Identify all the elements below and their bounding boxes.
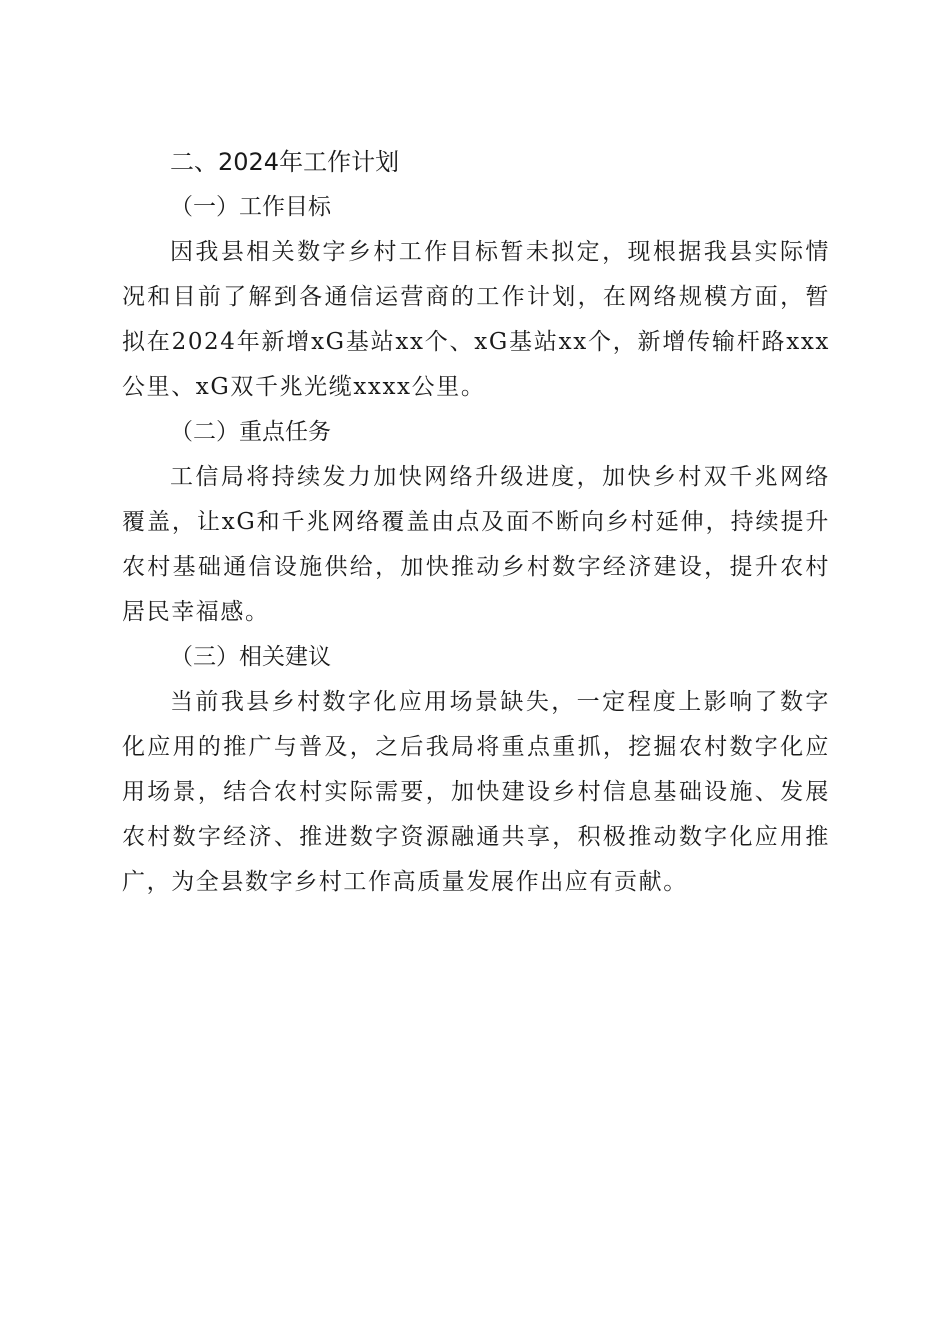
paragraph-suggestions: 当前我县乡村数字化应用场景缺失，一定程度上影响了数字化应用的推广与普及，之后我局将重点重抓，挖掘农村数字化应用场景，结合农村实际需要，加快建设乡村信息基础设施、发展农村数字经济、推进数字资源融通共享，积极推动数字化应用推广，为全县数字乡村工作高质量发展作出应有贡献。 bbox=[122, 689, 830, 895]
paragraph-goals: 因我县相关数字乡村工作目标暂未拟定，现根据我县实际情况和目前了解到各通信运营商的工作计划，在网络规模方面，暂拟在2024年新增xG基站xx个、xG基站xx个，新增传输杆路xxx公里、xG双千兆光缆xxxx公里。 bbox=[122, 239, 830, 400]
paragraph-tasks: 工信局将持续发力加快网络升级进度，加快乡村双千兆网络覆盖，让xG和千兆网络覆盖由点及面不断向乡村延伸，持续提升农村基础通信设施供给，加快推动乡村数字经济建设，提升农村居民幸福感。 bbox=[122, 464, 830, 625]
document-body bbox=[122, 140, 830, 905]
section-title: 二、2024年工作计划 bbox=[170, 148, 400, 176]
subsection-heading-tasks: （二）重点任务 bbox=[170, 419, 331, 445]
subsection-heading-suggestions: （三）相关建议 bbox=[170, 644, 331, 670]
subsection-heading-goals: （一）工作目标 bbox=[170, 194, 331, 220]
